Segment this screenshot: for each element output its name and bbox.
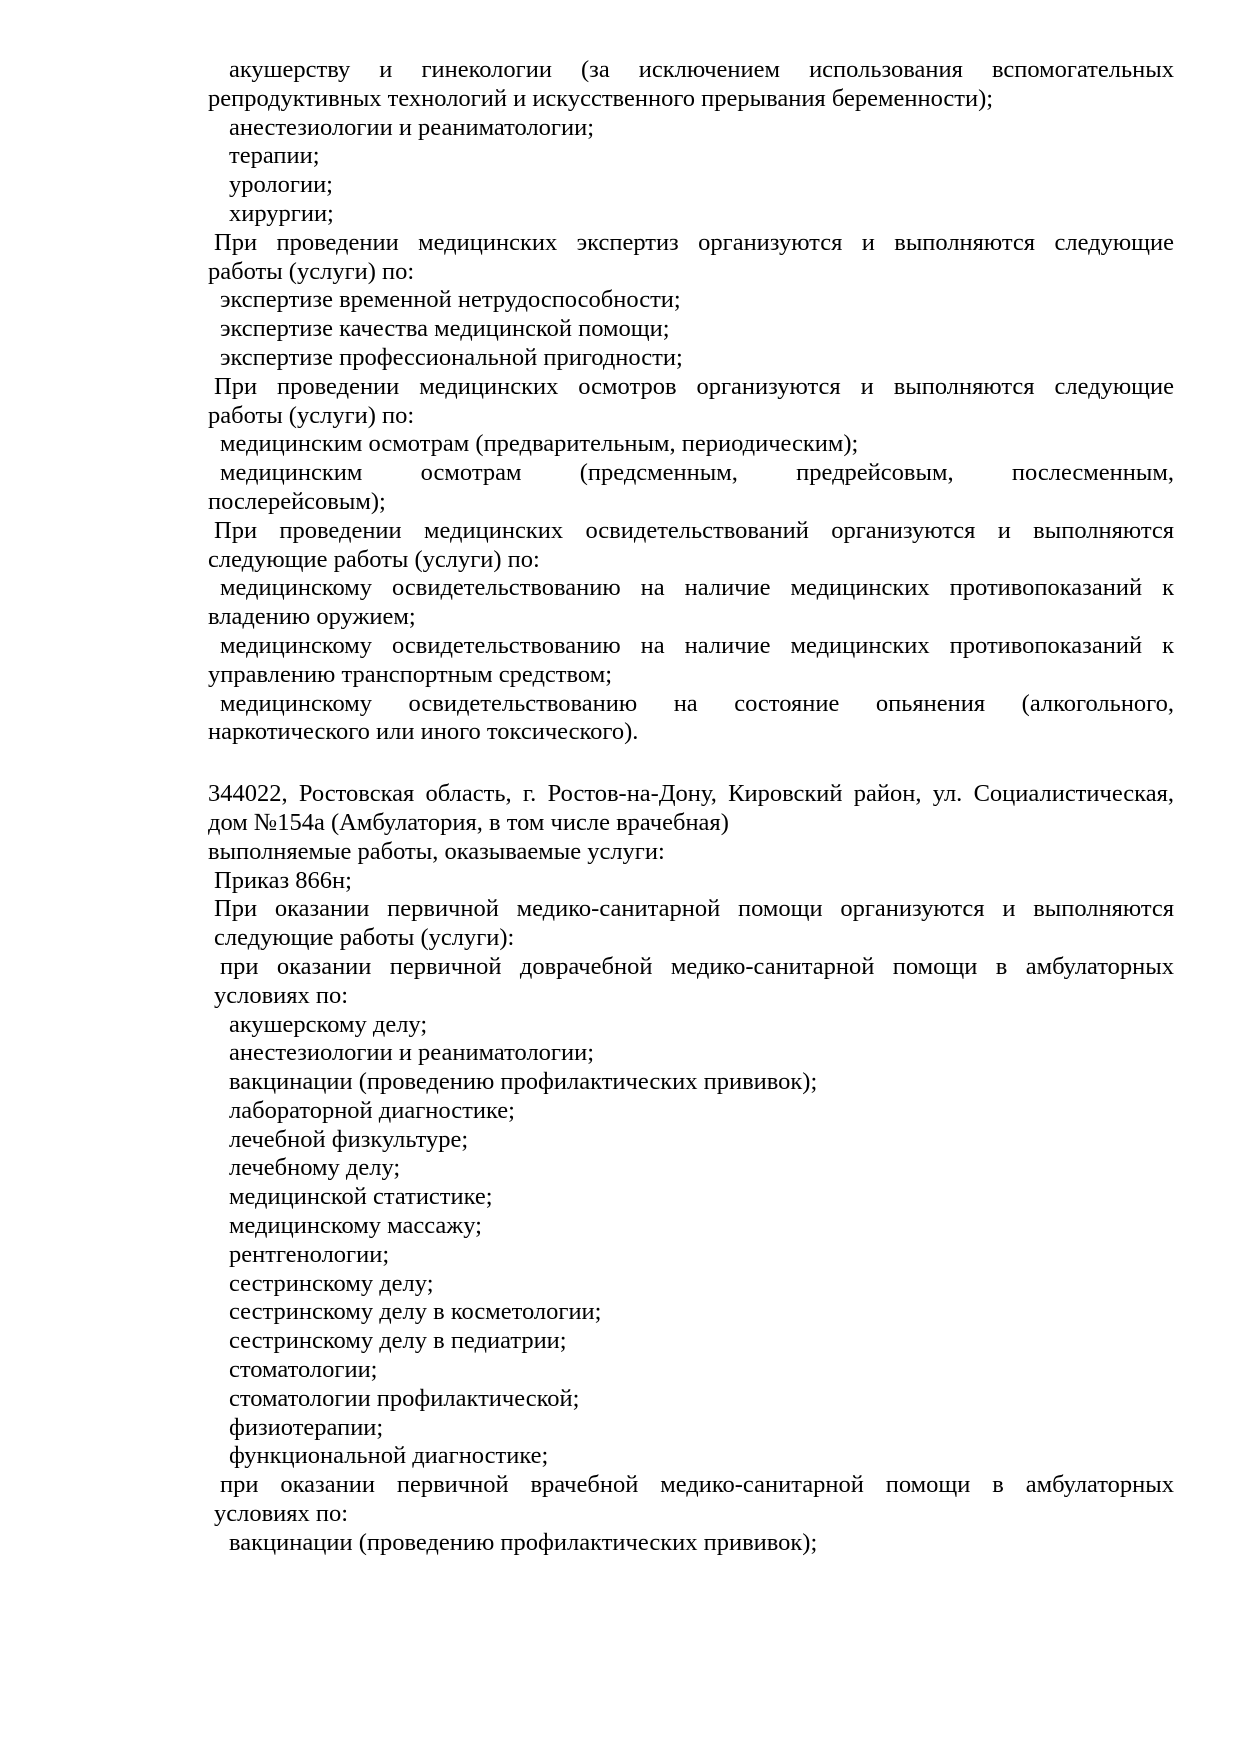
text-line: выполняемые работы, оказываемые услуги: (208, 837, 665, 865)
text-line: медицинскому освидетельствованию на состояние опьянения (алкогольного, (220, 689, 1174, 717)
address-ambulatory-works-and-services (208, 780, 1174, 1558)
text-line: экспертизе временной нетрудоспособности; (220, 286, 681, 314)
text-line: урологии; (229, 171, 333, 199)
text-line: следующие работы (услуги): (214, 924, 515, 952)
text-line: 344022, Ростовская область, г. Ростов-на-Дону, Кировский район, ул. Социалистическая, (208, 780, 1174, 808)
text-line: При проведении медицинских экспертиз организуются и выполняются следующие (214, 228, 1174, 256)
text-line: экспертизе профессиональной пригодности; (220, 343, 683, 371)
text-line: при оказании первичной доврачебной медико-санитарной помощи в амбулаторных (220, 952, 1174, 980)
text-line: дом №154а (Амбулатория, в том числе врачебная) (208, 808, 729, 836)
text-line: наркотического или иного токсического). (208, 718, 639, 746)
text-line: вакцинации (проведению профилактических прививок); (229, 1068, 818, 1096)
text-line: управлению транспортным средством; (208, 660, 613, 688)
text-line: хирургии; (229, 199, 334, 227)
text-line: рентгенологии; (229, 1240, 390, 1268)
text-line: владению оружием; (208, 603, 416, 631)
text-line: послерейсовым); (208, 487, 386, 515)
text-line: функциональной диагностике; (229, 1442, 549, 1470)
text-line: лечебной физкультуре; (229, 1125, 469, 1153)
text-line: При проведении медицинских осмотров организуются и выполняются следующие (214, 372, 1174, 400)
text-line: физиотерапии; (229, 1413, 384, 1441)
text-line: сестринскому делу в педиатрии; (229, 1327, 567, 1355)
text-line: лечебному делу; (229, 1154, 401, 1182)
text-line: стоматологии профилактической; (229, 1384, 580, 1412)
works-and-services-continued (208, 56, 1174, 747)
text-line: акушерскому делу; (229, 1010, 428, 1038)
text-line: медицинскому освидетельствованию на наличие медицинских противопоказаний к (220, 631, 1174, 659)
text-line: медицинскому освидетельствованию на наличие медицинских противопоказаний к (220, 574, 1174, 602)
text-line: условиях по: (214, 1500, 349, 1528)
text-line: При оказании первичной медико-санитарной помощи организуются и выполняются (214, 895, 1174, 923)
text-line: При проведении медицинских освидетельствований организуются и выполняются (214, 516, 1174, 544)
text-line: следующие работы (услуги) по: (208, 545, 540, 573)
text-line: работы (услуги) по: (208, 401, 415, 429)
text-line: репродуктивных технологий и искусственного прерывания беременности); (208, 84, 994, 112)
text-line: лабораторной диагностике; (229, 1096, 515, 1124)
text-line: сестринскому делу в косметологии; (229, 1298, 602, 1326)
text-line: медицинским осмотрам (предварительным, периодическим); (220, 430, 859, 458)
text-line: сестринскому делу; (229, 1269, 434, 1297)
text-line: работы (услуги) по: (208, 257, 415, 285)
text-line: при оказании первичной врачебной медико-санитарной помощи в амбулаторных (220, 1471, 1174, 1499)
text-line: медицинской статистике; (229, 1183, 493, 1211)
text-line: стоматологии; (229, 1356, 378, 1384)
text-line: анестезиологии и реаниматологии; (229, 113, 595, 141)
text-line: экспертизе качества медицинской помощи; (220, 315, 670, 343)
text-line: условиях по: (214, 981, 349, 1009)
text-line: анестезиологии и реаниматологии; (229, 1039, 595, 1067)
text-line: терапии; (229, 142, 320, 170)
text-line: Приказ 866н; (214, 866, 352, 894)
text-line: акушерству и гинекологии (за исключением использования вспомогательных (229, 56, 1174, 83)
text-line: медицинским осмотрам (предсменным, предрейсовым, послесменным, (220, 459, 1174, 487)
text-line: медицинскому массажу; (229, 1212, 482, 1240)
section-gap (208, 747, 1174, 780)
text-line: вакцинации (проведению профилактических прививок); (229, 1528, 818, 1556)
